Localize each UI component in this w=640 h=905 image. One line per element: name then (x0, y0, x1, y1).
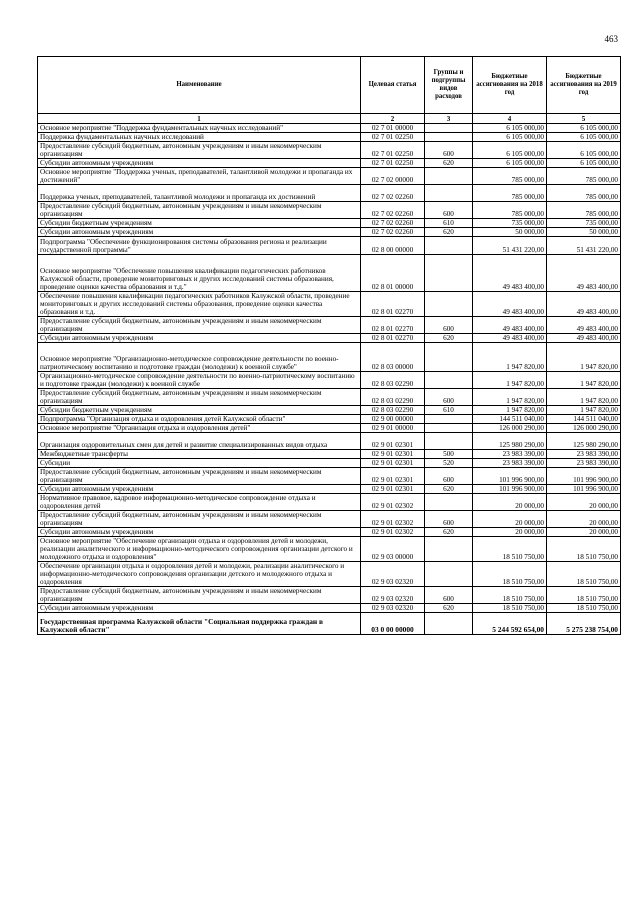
row-name: Нормативное правовое, кадровое информационно-методическое сопровождение отдыха и оздоровления детей (38, 494, 361, 511)
row-amount-2019: 101 996 900,00 (547, 485, 621, 494)
row-expense-group (425, 133, 473, 142)
row-amount-2019: 1 947 820,00 (547, 389, 621, 406)
row-expense-group: 620 (425, 604, 473, 613)
row-target-article: 02 9 03 00000 (361, 537, 425, 562)
row-expense-group: 620 (425, 485, 473, 494)
row-target-article: 02 7 02 02260 (361, 202, 425, 219)
row-target-article: 02 8 03 02290 (361, 372, 425, 389)
row-amount-2018: 18 510 750,00 (473, 604, 547, 613)
row-amount-2018: 1 947 820,00 (473, 406, 547, 415)
row-expense-group: 500 (425, 450, 473, 459)
row-target-article: 02 9 01 02302 (361, 528, 425, 537)
row-amount-2019: 49 483 400,00 (547, 292, 621, 317)
row-expense-group (425, 613, 473, 635)
row-name: Предоставление субсидий бюджетным, автономным учреждениям и иным некоммерческим организациям (38, 389, 361, 406)
row-target-article: 02 7 01 00000 (361, 124, 425, 133)
row-amount-2018: 5 244 592 654,00 (473, 613, 547, 635)
row-amount-2018: 126 000 290,00 (473, 424, 547, 433)
column-number: 2 (361, 114, 425, 124)
row-amount-2019: 20 000,00 (547, 511, 621, 528)
row-amount-2018: 6 105 000,00 (473, 133, 547, 142)
row-amount-2019: 18 510 750,00 (547, 537, 621, 562)
row-amount-2018: 51 431 220,00 (473, 237, 547, 255)
header-2019: Бюджетные ассигнования на 2019 год (547, 57, 621, 114)
row-amount-2018: 20 000,00 (473, 494, 547, 511)
row-expense-group (425, 292, 473, 317)
row-amount-2019: 125 980 290,00 (547, 433, 621, 450)
row-amount-2018: 18 510 750,00 (473, 562, 547, 587)
row-target-article: 02 7 02 02260 (361, 219, 425, 228)
row-amount-2019: 18 510 750,00 (547, 587, 621, 604)
row-expense-group: 600 (425, 202, 473, 219)
row-amount-2019: 49 483 400,00 (547, 334, 621, 343)
table-row (38, 459, 621, 468)
row-amount-2018: 49 483 400,00 (473, 317, 547, 334)
row-target-article: 03 0 00 00000 (361, 613, 425, 635)
row-name: Субсидии автономным учреждениям (38, 159, 361, 168)
table-row (38, 372, 621, 389)
row-amount-2019: 126 000 290,00 (547, 424, 621, 433)
table-row (38, 292, 621, 317)
table-row (38, 494, 621, 511)
column-number: 1 (38, 114, 361, 124)
row-amount-2018: 1 947 820,00 (473, 343, 547, 372)
row-expense-group: 610 (425, 406, 473, 415)
row-amount-2018: 49 483 400,00 (473, 255, 547, 292)
row-target-article: 02 9 00 00000 (361, 415, 425, 424)
row-amount-2019: 6 105 000,00 (547, 133, 621, 142)
row-target-article: 02 8 01 02270 (361, 334, 425, 343)
row-name: Межбюджетные трансферты (38, 450, 361, 459)
row-expense-group (425, 562, 473, 587)
row-target-article: 02 8 03 02290 (361, 406, 425, 415)
table-row (38, 424, 621, 433)
row-target-article: 02 8 03 02290 (361, 389, 425, 406)
table-row (38, 415, 621, 424)
row-expense-group (425, 415, 473, 424)
row-expense-group (425, 255, 473, 292)
row-name: Основное мероприятие "Поддержка ученых, преподавателей, талантливой молодежи и пропаганда их достижений" (38, 168, 361, 185)
row-name: Основное мероприятие "Обеспечение организации отдыха и оздоровления детей и молодежи, реализации аналитического и информационно-методического сопровождения организации детского и молодежного отдыха и оздоровления" (38, 537, 361, 562)
table-row (38, 185, 621, 202)
table-row (38, 124, 621, 133)
table-row (38, 468, 621, 485)
table-row (38, 511, 621, 528)
row-amount-2018: 20 000,00 (473, 511, 547, 528)
row-amount-2019: 49 483 400,00 (547, 255, 621, 292)
row-name: Подпрограмма "Организация отдыха и оздоровления детей Калужской области" (38, 415, 361, 424)
row-target-article: 02 7 01 02250 (361, 159, 425, 168)
row-amount-2018: 23 983 390,00 (473, 459, 547, 468)
table-row (38, 168, 621, 185)
row-target-article: 02 8 00 00000 (361, 237, 425, 255)
row-amount-2019: 785 000,00 (547, 168, 621, 185)
row-target-article: 02 7 01 02250 (361, 133, 425, 142)
table-row (38, 450, 621, 459)
table-row (38, 334, 621, 343)
row-expense-group: 620 (425, 528, 473, 537)
row-name: Субсидии бюджетным учреждениям (38, 219, 361, 228)
row-expense-group (425, 494, 473, 511)
table-row (38, 228, 621, 237)
row-amount-2019: 6 105 000,00 (547, 159, 621, 168)
row-expense-group: 600 (425, 142, 473, 159)
row-target-article: 02 9 01 02302 (361, 511, 425, 528)
table-row (38, 485, 621, 494)
row-target-article: 02 8 01 02270 (361, 317, 425, 334)
row-target-article: 02 9 03 02320 (361, 587, 425, 604)
row-expense-group (425, 433, 473, 450)
row-name: Обеспечение организации отдыха и оздоровления детей и молодежи, реализации аналитического и информационно-методического сопровождения организации детского и молодежного отдыха и оздоровления (38, 562, 361, 587)
row-amount-2018: 49 483 400,00 (473, 292, 547, 317)
header-2018: Бюджетные ассигнования на 2018 год (473, 57, 547, 114)
table-row (38, 389, 621, 406)
table-row (38, 406, 621, 415)
row-target-article: 02 8 03 00000 (361, 343, 425, 372)
row-name: Основное мероприятие "Обеспечение повышения квалификации педагогических работников Калужской области, проведение мониторинговых и других исследований системы образования, проведение оценки качества образования и т.д." (38, 255, 361, 292)
row-amount-2018: 125 980 290,00 (473, 433, 547, 450)
table-body (38, 124, 621, 635)
table-header-row (38, 57, 621, 114)
row-amount-2019: 50 000,00 (547, 228, 621, 237)
row-amount-2018: 20 000,00 (473, 528, 547, 537)
row-amount-2018: 6 105 000,00 (473, 159, 547, 168)
row-amount-2019: 785 000,00 (547, 202, 621, 219)
row-amount-2018: 785 000,00 (473, 185, 547, 202)
row-amount-2018: 18 510 750,00 (473, 587, 547, 604)
row-expense-group (425, 124, 473, 133)
row-target-article: 02 9 01 02301 (361, 450, 425, 459)
row-expense-group: 620 (425, 228, 473, 237)
row-target-article: 02 7 02 02260 (361, 185, 425, 202)
table-row (38, 317, 621, 334)
row-amount-2019: 6 105 000,00 (547, 142, 621, 159)
column-number: 3 (425, 114, 473, 124)
row-expense-group: 600 (425, 317, 473, 334)
row-name: Предоставление субсидий бюджетным, автономным учреждениям и иным некоммерческим организациям (38, 142, 361, 159)
row-amount-2019: 144 511 040,00 (547, 415, 621, 424)
row-expense-group (425, 537, 473, 562)
table-row (38, 562, 621, 587)
row-name: Подпрограмма "Обеспечение функционирования системы образования региона и реализации государственной программы" (38, 237, 361, 255)
table-row (38, 613, 621, 635)
row-target-article: 02 9 01 02301 (361, 459, 425, 468)
row-amount-2019: 51 431 220,00 (547, 237, 621, 255)
row-name: Предоставление субсидий бюджетным, автономным учреждениям и иным некоммерческим организациям (38, 587, 361, 604)
row-expense-group: 620 (425, 159, 473, 168)
row-amount-2019: 735 000,00 (547, 219, 621, 228)
row-amount-2018: 6 105 000,00 (473, 142, 547, 159)
row-name: Государственная программа Калужской области "Социальная поддержка граждан в Калужской области" (38, 613, 361, 635)
row-target-article: 02 9 03 02320 (361, 604, 425, 613)
table-row (38, 237, 621, 255)
table-row (38, 142, 621, 159)
row-target-article: 02 7 01 02250 (361, 142, 425, 159)
row-amount-2018: 49 483 400,00 (473, 334, 547, 343)
table-row (38, 587, 621, 604)
row-amount-2019: 1 947 820,00 (547, 343, 621, 372)
budget-table (37, 56, 621, 635)
row-target-article: 02 7 02 00000 (361, 168, 425, 185)
row-expense-group (425, 168, 473, 185)
row-amount-2018: 1 947 820,00 (473, 389, 547, 406)
row-expense-group: 600 (425, 389, 473, 406)
row-amount-2019: 20 000,00 (547, 494, 621, 511)
row-name: Субсидии бюджетным учреждениям (38, 406, 361, 415)
row-name: Субсидии (38, 459, 361, 468)
row-expense-group: 600 (425, 511, 473, 528)
row-amount-2019: 6 105 000,00 (547, 124, 621, 133)
row-expense-group (425, 372, 473, 389)
row-amount-2018: 6 105 000,00 (473, 124, 547, 133)
row-amount-2018: 101 996 900,00 (473, 485, 547, 494)
row-expense-group: 600 (425, 468, 473, 485)
row-name: Субсидии автономным учреждениям (38, 528, 361, 537)
row-target-article: 02 9 01 00000 (361, 424, 425, 433)
row-expense-group: 620 (425, 334, 473, 343)
row-amount-2018: 785 000,00 (473, 202, 547, 219)
row-amount-2019: 18 510 750,00 (547, 604, 621, 613)
table-row (38, 528, 621, 537)
row-name: Поддержка ученых, преподавателей, талантливой молодежи и пропаганда их достижений (38, 185, 361, 202)
row-target-article: 02 9 01 02301 (361, 468, 425, 485)
row-target-article: 02 9 03 02320 (361, 562, 425, 587)
row-name: Обеспечение повышения квалификации педагогических работников Калужской области, проведение мониторинговых и других исследований системы образования, проведение оценки качества образования и т.д. (38, 292, 361, 317)
row-name: Основное мероприятие "Организация отдыха и оздоровления детей" (38, 424, 361, 433)
row-amount-2019: 49 483 400,00 (547, 317, 621, 334)
table-row (38, 202, 621, 219)
row-name: Предоставление субсидий бюджетным, автономным учреждениям и иным некоммерческим организациям (38, 317, 361, 334)
page-number: 463 (604, 34, 618, 44)
row-target-article: 02 9 01 02301 (361, 433, 425, 450)
column-number: 5 (547, 114, 621, 124)
row-expense-group: 520 (425, 459, 473, 468)
row-amount-2019: 23 983 390,00 (547, 459, 621, 468)
header-name: Наименование (38, 57, 361, 114)
row-name: Предоставление субсидий бюджетным, автономным учреждениям и иным некоммерческим организациям (38, 511, 361, 528)
row-name: Основное мероприятие "Поддержка фундаментальных научных исследований" (38, 124, 361, 133)
row-target-article: 02 8 01 02270 (361, 292, 425, 317)
row-name: Субсидии автономным учреждениям (38, 334, 361, 343)
row-target-article: 02 9 01 02302 (361, 494, 425, 511)
column-number: 4 (473, 114, 547, 124)
row-amount-2019: 20 000,00 (547, 528, 621, 537)
row-amount-2018: 785 000,00 (473, 168, 547, 185)
row-amount-2018: 18 510 750,00 (473, 537, 547, 562)
row-amount-2019: 1 947 820,00 (547, 406, 621, 415)
row-target-article: 02 8 01 00000 (361, 255, 425, 292)
row-name: Субсидии автономным учреждениям (38, 228, 361, 237)
row-amount-2018: 23 983 390,00 (473, 450, 547, 459)
row-name: Предоставление субсидий бюджетным, автономным учреждениям и иным некоммерческим организациям (38, 202, 361, 219)
row-name: Организация оздоровительных смен для детей и развитие специализированных видов отдыха (38, 433, 361, 450)
row-amount-2019: 1 947 820,00 (547, 372, 621, 389)
row-expense-group (425, 185, 473, 202)
row-amount-2018: 144 511 040,00 (473, 415, 547, 424)
row-expense-group: 600 (425, 587, 473, 604)
row-name: Субсидии автономным учреждениям (38, 604, 361, 613)
row-amount-2018: 1 947 820,00 (473, 372, 547, 389)
table-row (38, 159, 621, 168)
row-target-article: 02 9 01 02301 (361, 485, 425, 494)
row-expense-group (425, 343, 473, 372)
header-groups: Группы и подгруппы видов расходов (425, 57, 473, 114)
row-target-article: 02 7 02 02260 (361, 228, 425, 237)
row-amount-2019: 785 000,00 (547, 185, 621, 202)
row-amount-2018: 50 000,00 (473, 228, 547, 237)
row-amount-2018: 735 000,00 (473, 219, 547, 228)
row-name: Субсидии автономным учреждениям (38, 485, 361, 494)
row-expense-group (425, 237, 473, 255)
table-row (38, 343, 621, 372)
row-name: Поддержка фундаментальных научных исследований (38, 133, 361, 142)
row-name: Предоставление субсидий бюджетным, автономным учреждениям и иным некоммерческим организациям (38, 468, 361, 485)
header-article: Целевая статья (361, 57, 425, 114)
table-row (38, 433, 621, 450)
table-row (38, 604, 621, 613)
row-expense-group: 610 (425, 219, 473, 228)
row-expense-group (425, 424, 473, 433)
row-amount-2018: 101 996 900,00 (473, 468, 547, 485)
column-number-row (38, 114, 621, 124)
table-row (38, 537, 621, 562)
row-name: Основное мероприятие "Организационно-методическое сопровождение деятельности по военно-патриотическому воспитанию и подготовке граждан (молодежи) к военной службе" (38, 343, 361, 372)
table-row (38, 219, 621, 228)
table-row (38, 133, 621, 142)
row-amount-2019: 101 996 900,00 (547, 468, 621, 485)
table-row (38, 255, 621, 292)
row-name: Организационно-методическое сопровождение деятельности по военно-патриотическому воспитанию и подготовке граждан (молодежи) к военной службе (38, 372, 361, 389)
row-amount-2019: 23 983 390,00 (547, 450, 621, 459)
row-amount-2019: 18 510 750,00 (547, 562, 621, 587)
row-amount-2019: 5 275 238 754,00 (547, 613, 621, 635)
